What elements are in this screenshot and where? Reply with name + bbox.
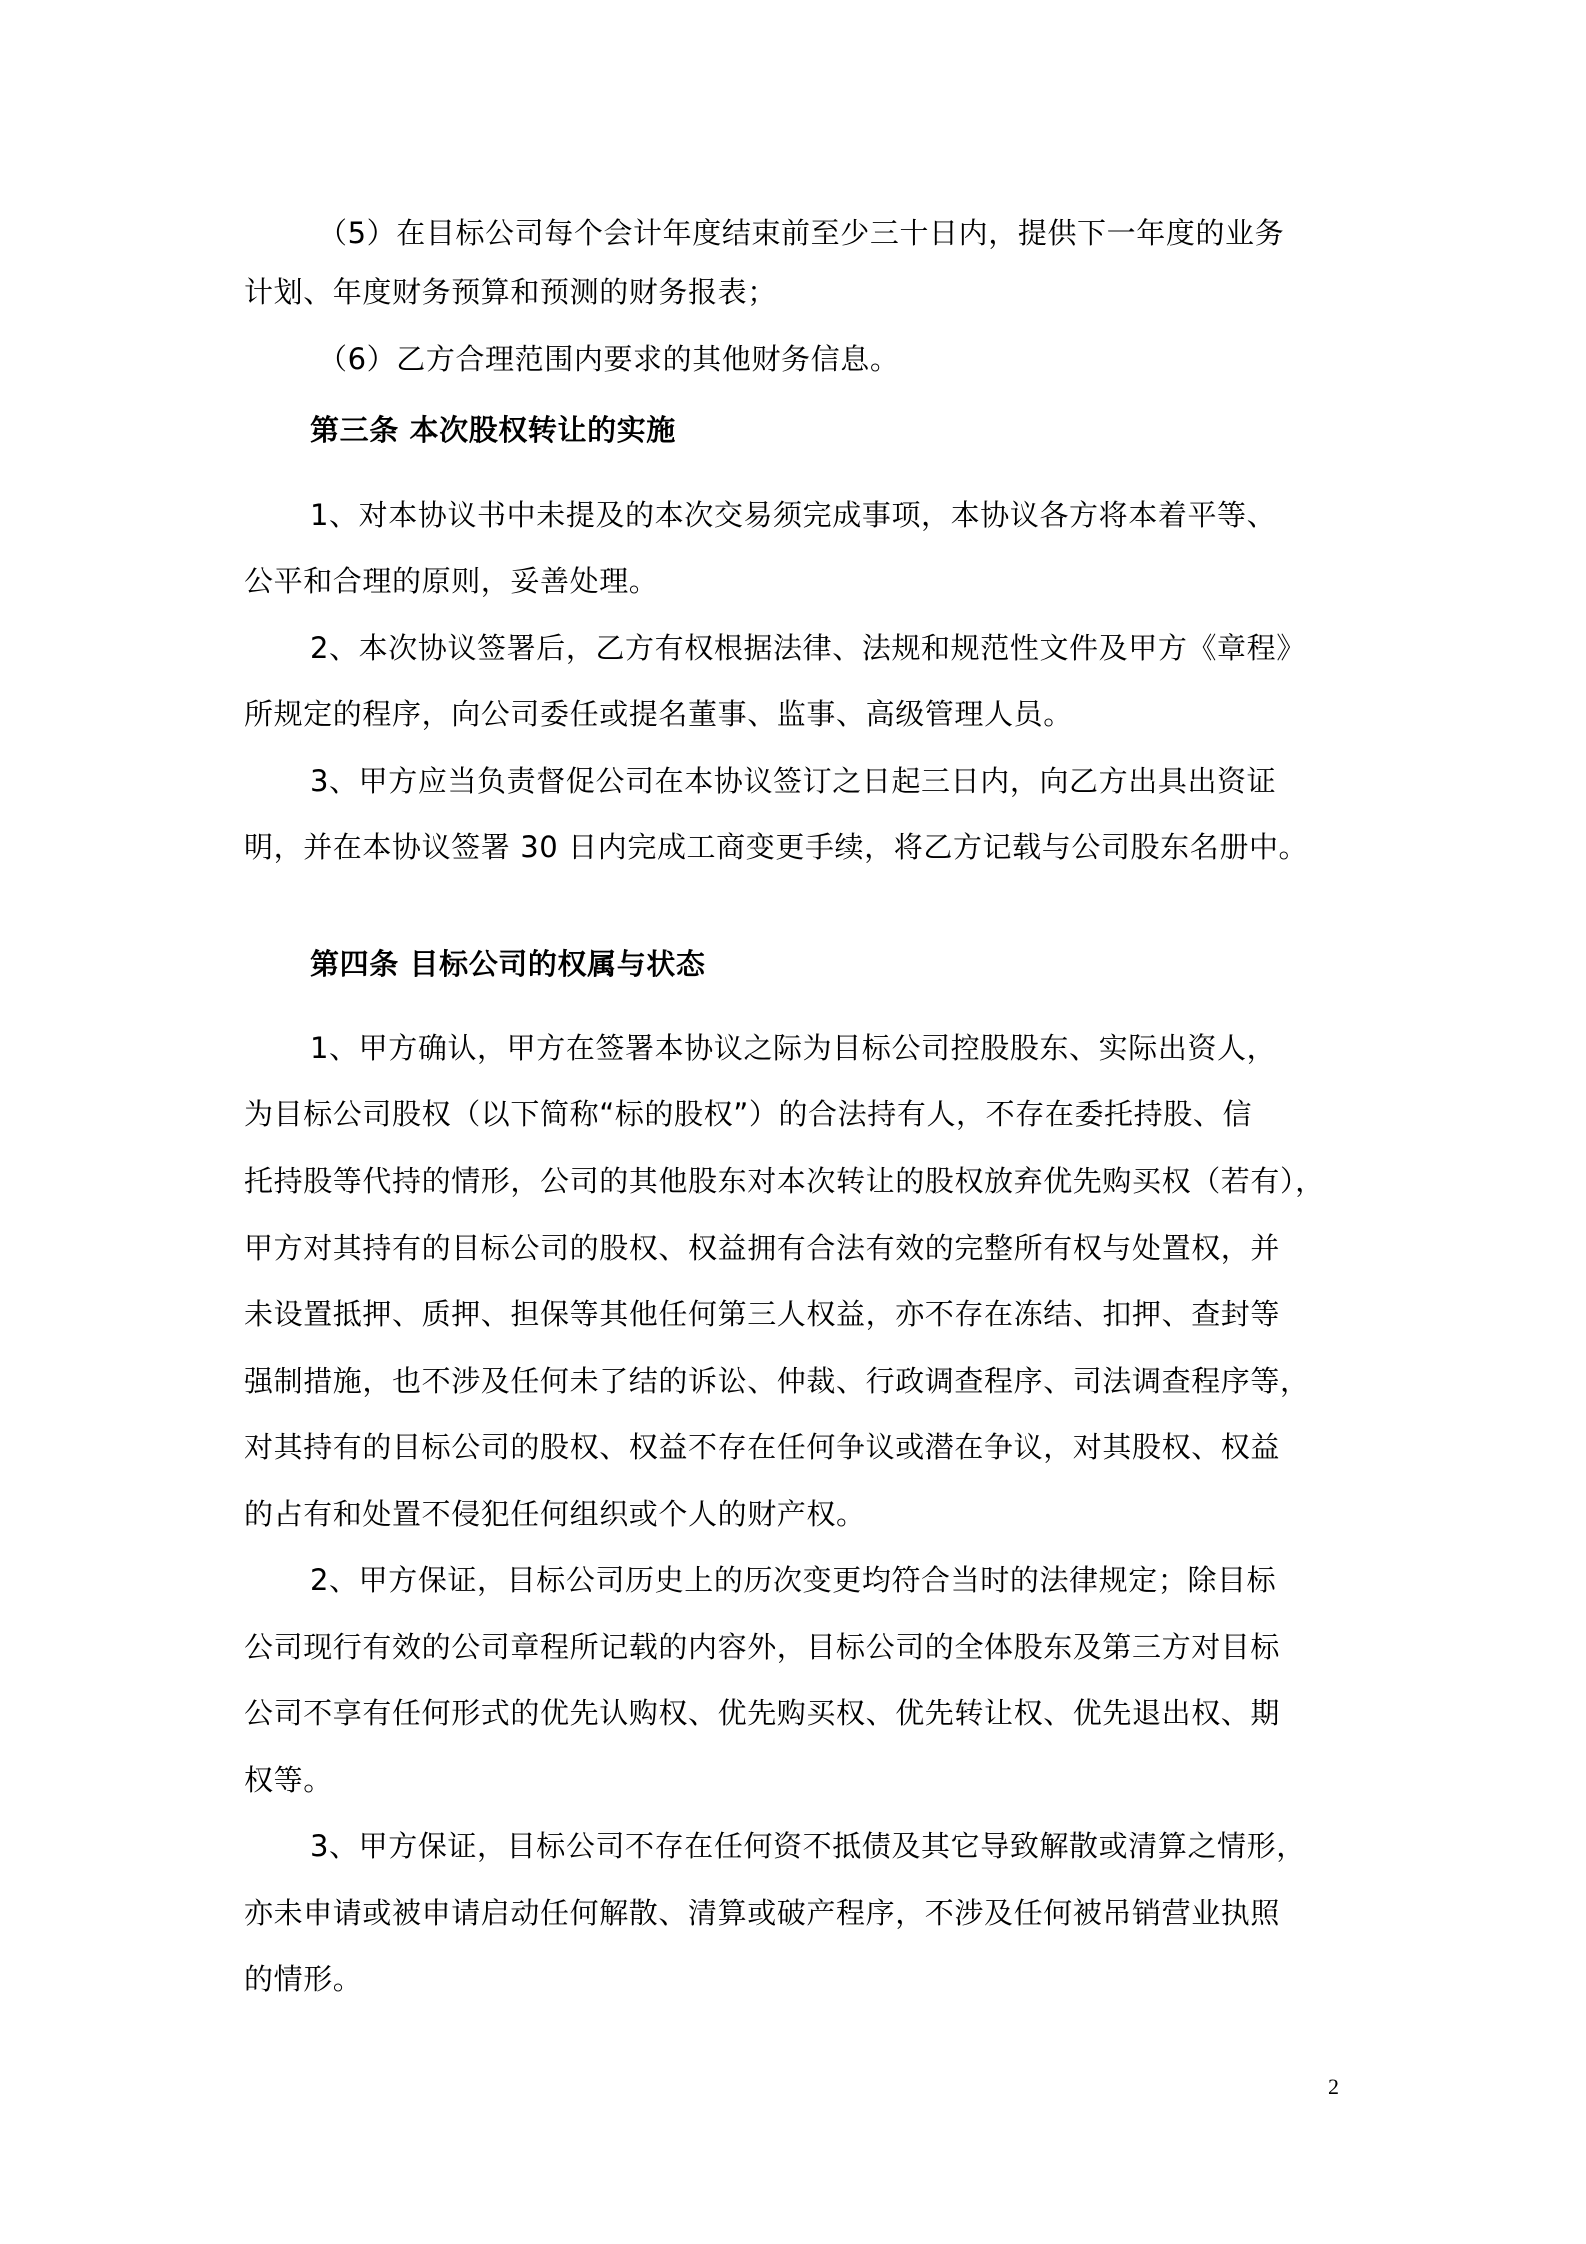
body-text-line: 未设置抵押、质押、担保等其他任何第三人权益，亦不存在冻结、扣押、查封等 bbox=[244, 1297, 1281, 1331]
body-text-line: 所规定的程序，向公司委任或提名董事、监事、高级管理人员。 bbox=[244, 697, 1073, 731]
body-text-line: 公司不享有任何形式的优先认购权、优先购买权、优先转让权、优先退出权、期 bbox=[244, 1696, 1281, 1730]
body-text-line: 甲方对其持有的目标公司的股权、权益拥有合法有效的完整所有权与处置权，并 bbox=[244, 1231, 1281, 1265]
body-text-line: 对其持有的目标公司的股权、权益不存在任何争议或潜在争议，对其股权、权益 bbox=[244, 1430, 1281, 1464]
body-text-line: 2、本次协议签署后，乙方有权根据法律、法规和规范性文件及甲方《章程》 bbox=[310, 631, 1306, 665]
page-number: 2 bbox=[1328, 2074, 1339, 2099]
body-text-line: 强制措施，也不涉及任何未了结的诉讼、仲裁、行政调查程序、司法调查程序等， bbox=[244, 1364, 1310, 1398]
body-text-line: 2、甲方保证，目标公司历史上的历次变更均符合当时的法律规定；除目标 bbox=[310, 1563, 1277, 1597]
body-text-line: 为目标公司股权（以下简称“标的股权”）的合法持有人，不存在委托持股、信 bbox=[244, 1097, 1253, 1131]
section-heading: 第三条 本次股权转让的实施 bbox=[310, 413, 676, 447]
body-text-line: 明，并在本协议签署 30 日内完成工商变更手续，将乙方记载与公司股东名册中。 bbox=[244, 830, 1309, 864]
section-heading: 第四条 目标公司的权属与状态 bbox=[310, 947, 706, 981]
body-text-line: （6）乙方合理范围内要求的其他财务信息。 bbox=[318, 342, 900, 376]
body-text-line: 1、对本协议书中未提及的本次交易须完成事项，本协议各方将本着平等、 bbox=[310, 498, 1277, 532]
body-text-line: 公平和合理的原则，妥善处理。 bbox=[244, 564, 659, 598]
body-text-line: 亦未申请或被申请启动任何解散、清算或破产程序，不涉及任何被吊销营业执照 bbox=[244, 1896, 1281, 1930]
body-text-line: 托持股等代持的情形，公司的其他股东对本次转让的股权放弃优先购买权（若有）， bbox=[244, 1164, 1325, 1198]
body-text-line: （5）在目标公司每个会计年度结束前至少三十日内，提供下一年度的业务 bbox=[318, 216, 1285, 250]
body-text-line: 1、甲方确认，甲方在签署本协议之际为目标公司控股股东、实际出资人， bbox=[310, 1031, 1277, 1065]
body-text-line: 权等。 bbox=[244, 1763, 333, 1797]
body-text-line: 的占有和处置不侵犯任何组织或个人的财产权。 bbox=[244, 1497, 866, 1531]
body-text-line: 计划、年度财务预算和预测的财务报表； bbox=[244, 275, 777, 309]
body-text-line: 3、甲方应当负责督促公司在本协议签订之日起三日内，向乙方出具出资证 bbox=[310, 764, 1277, 798]
body-text-line: 公司现行有效的公司章程所记载的内容外，目标公司的全体股东及第三方对目标 bbox=[244, 1630, 1281, 1664]
body-text-line: 的情形。 bbox=[244, 1962, 363, 1996]
body-text-line: 3、甲方保证，目标公司不存在任何资不抵债及其它导致解散或清算之情形， bbox=[310, 1829, 1306, 1863]
